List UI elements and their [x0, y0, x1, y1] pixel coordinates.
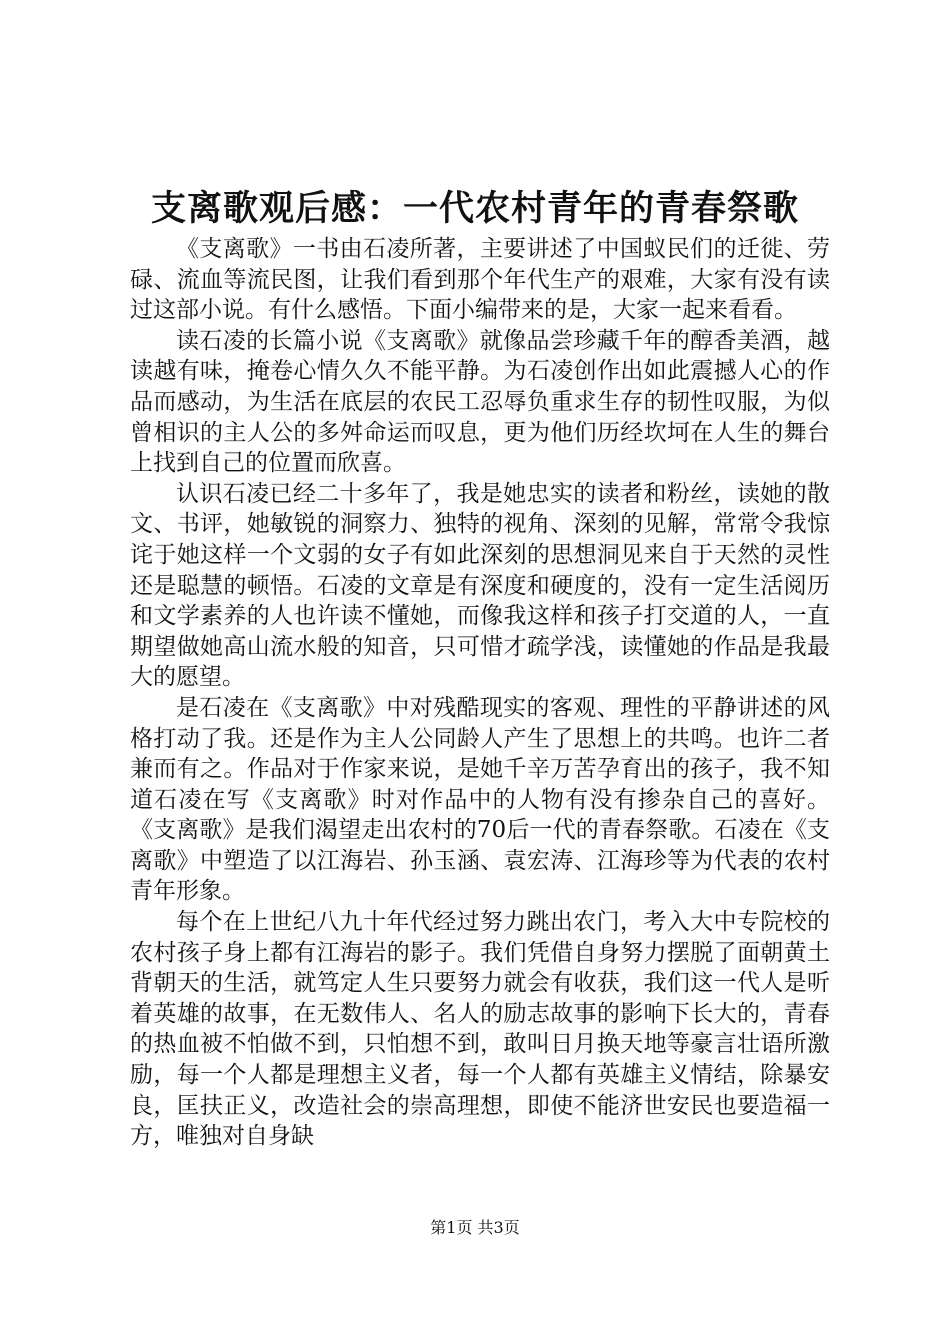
paragraph-generation: 每个在上世纪八九十年代经过努力跳出农门，考入大中专院校的农村孩子身上都有江海岩的影子。我们凭借自身努力摆脱了面朝黄土背朝天的生活，就笃定人生只要努力就会有收获，我们这一代人是听着英雄的故事，在无数伟人、名人的励志故事的影响下长大的，青春的热血被不怕做不到，只怕想不到，敢叫日月换天地等豪言壮语所激励，每一个人都是理想主义者，每一个人都有英雄主义情结，除暴安良，匡扶正义，改造社会的崇高理想，即使不能济世安民也要造福一方，唯独对自身缺 [130, 909, 830, 1150]
paragraph-style-resonance: 是石凌在《支离歌》中对残酷现实的客观、理性的平静讲述的风格打动了我。还是作为主人公同龄人产生了思想上的共鸣。也许二者兼而有之。作品对于作家来说，是她千辛万苦孕育出的孩子，我不知道石凌在写《支离歌》时对作品中的人物有没有掺杂自己的喜好。《支离歌》是我们渴望走出农村的70后一代的青春祭歌。石凌在《支离歌》中塑造了以江海岩、孙玉涵、袁宏涛、江海珍等为代表的农村青年形象。 [130, 694, 830, 905]
document-title: 支离歌观后感：一代农村青年的青春祭歌 [150, 188, 799, 229]
paragraph-intro: 《支离歌》一书由石凌所著，主要讲述了中国蚁民们的迁徙、劳碌、流血等流民图，让我们看到那个年代生产的艰难，大家有没有读过这部小说。有什么感悟。下面小编带来的是，大家一起来看看。 [130, 236, 830, 324]
paragraph-reading-impression: 读石凌的长篇小说《支离歌》就像品尝珍藏千年的醇香美酒，越读越有味，掩卷心情久久不能平静。为石凌创作出如此震撼人心的作品而感动，为生活在底层的农民工忍辱负重求生存的韧性叹服，为似曾相识的主人公的多舛命运而叹息，更为他们历经坎坷在人生的舞台上找到自己的位置而欣喜。 [130, 327, 830, 477]
paragraph-knowing-author: 认识石凌已经二十多年了，我是她忠实的读者和粉丝，读她的散文、书评，她敏锐的洞察力、独特的视角、深刻的见解，常常令我惊诧于她这样一个文弱的女子有如此深刻的思想洞见来自于天然的灵性还是聪慧的顿悟。石凌的文章是有深度和硬度的，没有一定生活阅历和文学素养的人也许读不懂她，而像我这样和孩子打交道的人，一直期望做她高山流水般的知音，只可惜才疏学浅，读懂她的作品是我最大的愿望。 [130, 480, 830, 691]
document-body [130, 234, 830, 1152]
page-number: 第1页 共3页 [430, 1218, 520, 1237]
